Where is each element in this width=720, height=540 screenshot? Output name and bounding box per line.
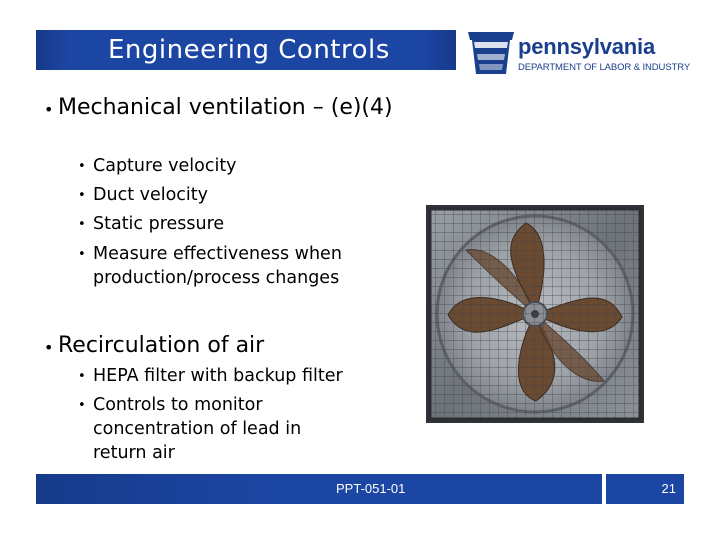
sub-bullet-text: Static pressure (93, 214, 225, 234)
exhaust-fan-photo (426, 205, 644, 423)
bullet-dot-icon: • (78, 188, 86, 203)
sub-bullet-item (78, 212, 398, 236)
slide-footer (36, 474, 684, 504)
sub-bullet-text: Measure effectiveness when production/process changes (93, 244, 342, 288)
sub-bullet-text: Duct velocity (93, 185, 209, 205)
bullet-text: Mechanical ventilation – (e)(4) (58, 95, 393, 120)
bullet-item (44, 94, 404, 121)
keystone-icon (466, 30, 516, 76)
logo-department: DEPARTMENT OF LABOR & INDUSTRY (518, 62, 691, 73)
sub-bullet-item (78, 364, 398, 388)
footer-code: PPT-051-01 (336, 481, 406, 496)
exhaust-fan-icon (426, 205, 644, 423)
sub-bullet-item (78, 393, 338, 465)
bullet-dot-icon: • (44, 100, 54, 119)
title-bar (36, 30, 456, 70)
bullet-dot-icon: • (78, 398, 86, 413)
bullet-dot-icon: • (44, 338, 54, 357)
sub-bullet-item (78, 242, 378, 290)
footer-bar (36, 474, 602, 504)
sub-bullet-text: HEPA filter with backup filter (93, 366, 343, 386)
page-number-box (606, 474, 684, 504)
pennsylvania-logo (466, 30, 690, 78)
bullet-item (44, 332, 404, 359)
page-number: 21 (661, 481, 676, 496)
bullet-dot-icon: • (78, 159, 86, 174)
bullet-text: Recirculation of air (58, 333, 265, 358)
bullet-dot-icon: • (78, 217, 86, 232)
sub-bullet-text: Capture velocity (93, 156, 237, 176)
bullet-dot-icon: • (78, 247, 86, 262)
logo-name: pennsylvania (518, 34, 655, 59)
slide-title: Engineering Controls (108, 35, 390, 65)
sub-bullet-item (78, 154, 398, 178)
sub-bullet-item (78, 183, 398, 207)
bullet-dot-icon: • (78, 369, 86, 384)
sub-bullet-text: Controls to monitor concentration of lead in return air (93, 395, 302, 463)
